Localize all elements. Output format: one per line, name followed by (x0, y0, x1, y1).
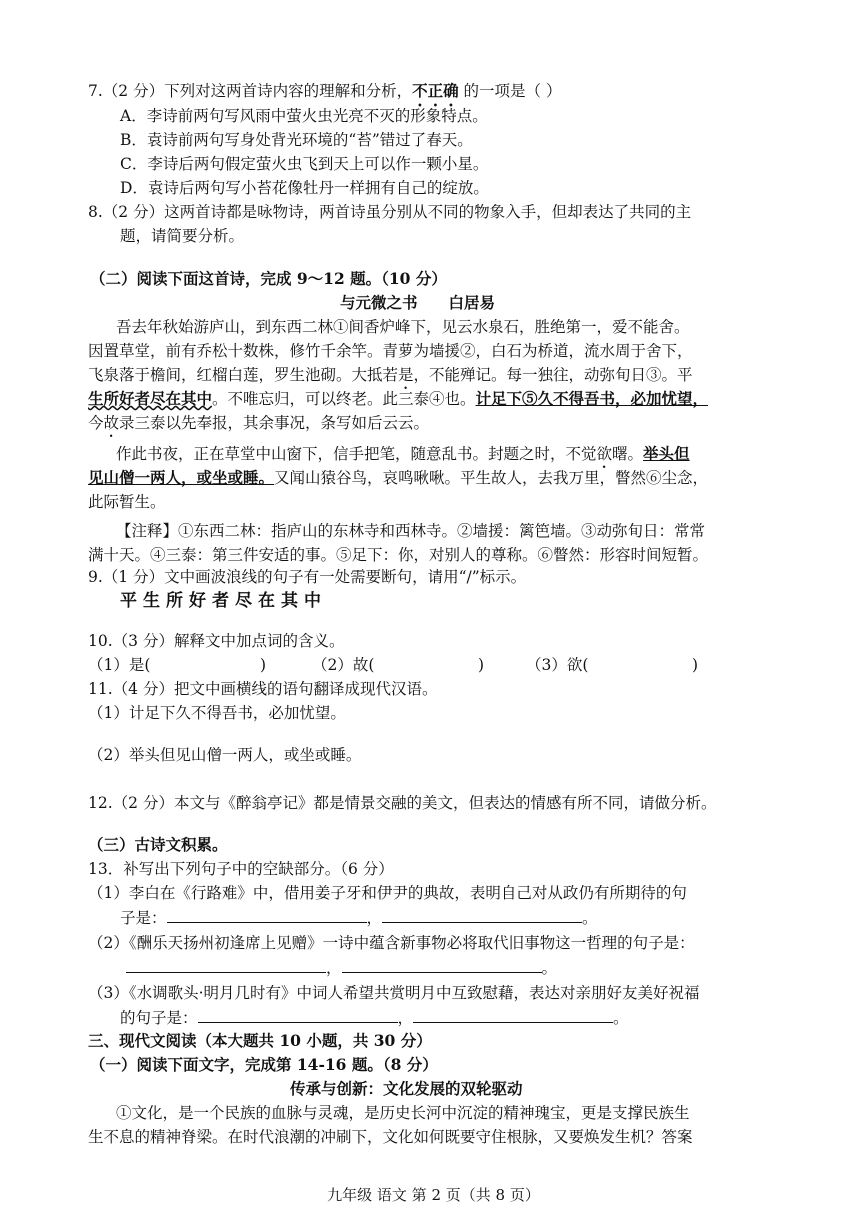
passage-p1-line4 (88, 388, 708, 410)
q7-option-c[interactable]: C．李诗后两句假定萤火虫飞到天上可以作一颗小星。 (120, 155, 489, 173)
q13-item1-line1: （1）李白在《行路难》中，借用姜子牙和伊尹的典故，表明自己对从政仍有所期待的句 (88, 884, 687, 902)
q10-item1-close: ) (260, 656, 267, 674)
q13-item1-line2 (120, 906, 598, 929)
q10-text: 10.（3 分）解释文中加点词的含义。 (88, 632, 345, 650)
q7-text: 7.（2 分）下列对这两首诗内容的理解和分析， (88, 82, 413, 100)
page-footer: 九年级 语文 第 2 页（共 8 页） (327, 1186, 540, 1204)
q11-sentence-2: （2）举头但见山僧一两人，或坐或睡。 (88, 746, 362, 764)
underlined-sentence-2a: 举头但 (643, 444, 690, 463)
part-3-subheading: （一）阅读下面文字，完成第 14-16 题。（8 分） (90, 1055, 438, 1074)
q7-option-a[interactable]: A．李诗前两句写风雨中萤火虫光亮不灭的形象特点。 (120, 107, 488, 125)
p2-text: 作此书夜，正在草堂中山窗下，信手把笔，随意乱书。封题之时，不觉 (116, 445, 597, 463)
q13-item1-prefix: 子是： (120, 909, 167, 927)
answer-blank[interactable] (382, 906, 582, 923)
period: 。 (582, 909, 598, 927)
q13-item3-line2 (120, 1006, 629, 1029)
period: 。 (541, 959, 558, 977)
underlined-sentence-2b: 见山僧一两人，或坐或睡。 (88, 468, 275, 487)
q7-emphasis: 不正确 (412, 81, 459, 100)
answer-blank[interactable] (413, 1006, 613, 1023)
annotation-line2: 满十天。④三泰：第三件安适的事。⑤足下：你，对别人的尊称。⑥瞥然：形容时间短暂。 (88, 546, 709, 564)
article-p1-line2: 生不息的精神脊梁。在时代浪潮的冲刷下，文化如何既要守住根脉，又要焕发生机？答案 (88, 1128, 693, 1146)
comma: ， (326, 959, 342, 977)
q7-answer-paren: 的一项是（ ） (458, 82, 562, 100)
passage-p1-line1: 吾去年秋始游庐山，到东西二林①间香炉峰下，见云水泉石，胜绝第一，爱不能舍。 (116, 318, 690, 336)
comma: ， (397, 1009, 414, 1027)
q9-text: 9.（1 分）文中画波浪线的句子有一处需要断句，请用“/”标示。 (88, 568, 527, 586)
q13-item2-line1: （2）《酬乐天扬州初逢席上见赠》一诗中蕴含新事物必将取代旧事物这一哲理的句子是： (88, 934, 695, 952)
answer-blank[interactable] (126, 956, 326, 973)
q10-item3-close: ) (692, 656, 699, 674)
passage-p2-line2 (88, 467, 708, 489)
dotted-word-shi: 是 (398, 366, 414, 384)
annotation-line1: 【注释】①东西二林：指庐山的东林寺和西林寺。②墙援：篱笆墙。③动弥旬日：常常 (116, 522, 706, 540)
p1-text: 飞泉落于檐间，红榴白莲，罗生池砌。大抵若 (88, 366, 399, 384)
p1-text: 录三泰以先奉报，其余事况，条写如后云云。 (119, 414, 430, 432)
answer-blank[interactable] (342, 956, 542, 973)
q13-item3-line1: （3）《水调歌头·明月几时有》中词人希望共赏明月中互致慰藉，表达对亲朋好友美好祝福 (88, 984, 700, 1002)
p1-text: 今 (88, 414, 104, 432)
article-p1-line1: ①文化，是一个民族的血脉与灵魂，是历史长河中沉淀的精神瑰宝，更是支撑民族生 (116, 1104, 690, 1122)
q10-item1-open: （1）是( (88, 656, 151, 674)
q7-option-d[interactable]: D．袁诗后两句写小苔花像牡丹一样拥有自己的绽放。 (120, 179, 489, 197)
q8-line2: 题，请简要分析。 (120, 227, 245, 245)
p1-text: 。不唯忘归，可以终老。此三泰④也。 (212, 390, 476, 408)
q10-item2-open: （2）故( (312, 656, 375, 674)
passage-p2-line3: 此际暂生。 (88, 493, 166, 511)
dotted-word-gu: 故 (103, 414, 120, 432)
passage-title: 与元微之书 白居易 (340, 293, 496, 312)
wavy-sentence: 生所好者尽在其中 (88, 389, 213, 408)
q13-item3-prefix: 的句子是： (120, 1009, 198, 1027)
comma: ， (366, 909, 383, 927)
q13-item2-line2 (126, 956, 557, 979)
underlined-sentence-1: 计足下⑤久不得吾书，必加忧望， (475, 389, 709, 408)
q11-sentence-1: （1）计足下久不得吾书，必加忧望。 (88, 704, 346, 722)
q10-item2-close: ) (478, 656, 485, 674)
passage-p1-line2: 因置草堂，前有乔松十数株，修竹千余竿。青萝为墙援②，白石为桥道，流水周于舍下， (88, 342, 693, 360)
q8-line1: 8.（2 分）这两首诗都是咏物诗，两首诗虽分别从不同的物象入手，但却表达了共同的主 (88, 203, 692, 221)
q13-text: 13．补写出下列句子中的空缺部分。（6 分） (88, 860, 394, 878)
section-3-heading: （三）古诗文积累。 (88, 835, 228, 854)
dotted-word-yu: 欲 (596, 445, 613, 463)
part-3-heading: 三、现代文阅读（本大题共 10 小题，共 30 分） (88, 1031, 432, 1050)
article-title: 传承与创新：文化发展的双轮驱动 (290, 1079, 523, 1098)
section-2-heading: （二）阅读下面这首诗，完成 9～12 题。（10 分） (90, 269, 447, 288)
q12-text: 12.（2 分）本文与《醉翁亭记》都是情景交融的美文，但表达的情感有所不同，请做分析。 (88, 794, 717, 812)
p2-text: 曙。 (612, 445, 644, 463)
period: 。 (613, 1009, 629, 1027)
answer-blank[interactable] (198, 1006, 398, 1023)
passage-p1-line5 (88, 412, 429, 441)
q10-item3-open: （3）欲( (526, 656, 589, 674)
p2-text: 又闻山猿谷鸟，哀鸣啾啾。平生故人，去我万里，瞥然⑥尘念， (274, 469, 709, 487)
q9-sentence[interactable]: 平生所好者尽在其中 (120, 591, 327, 611)
q7-option-b[interactable]: B．袁诗前两句写身处背光环境的“苔”错过了春天。 (120, 131, 473, 149)
answer-blank[interactable] (167, 906, 367, 923)
p1-text: ，不能殚记。每一独往，动弥旬日③。平 (413, 366, 693, 384)
q11-text: 11.（4 分）把文中画横线的语句翻译成现代汉语。 (88, 680, 438, 698)
